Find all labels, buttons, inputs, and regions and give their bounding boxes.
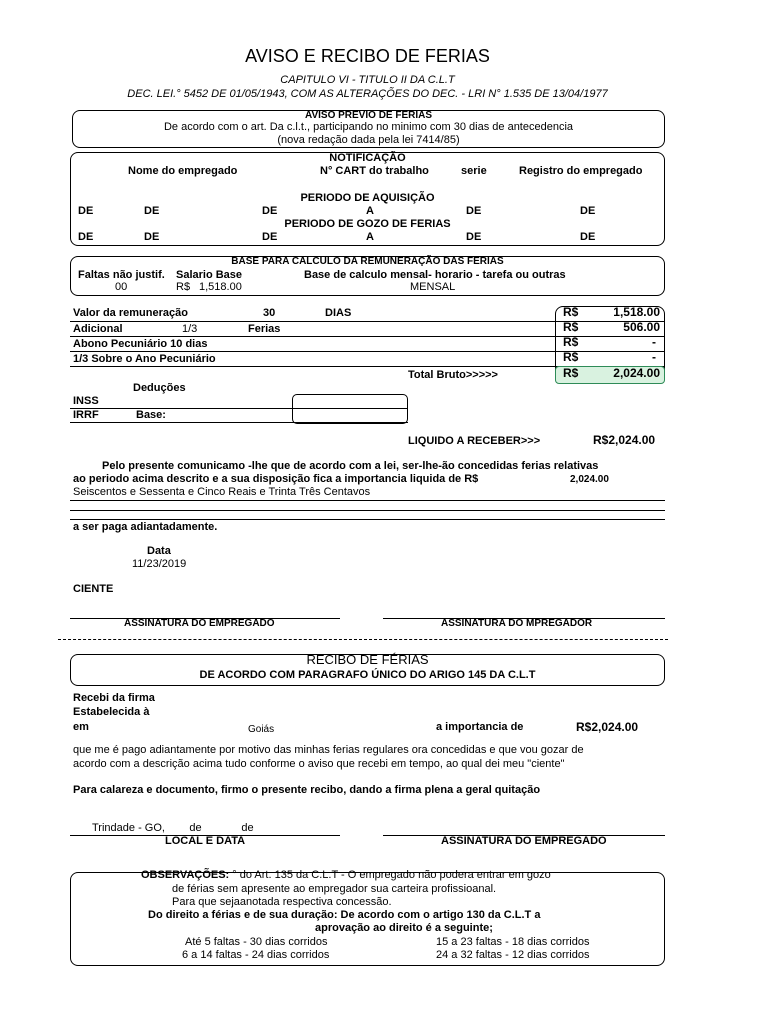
faltas-tabela-2: 15 a 23 faltas - 18 dias corridos [436,936,590,948]
observacoes-line1-text: ° do Art. 135 da C.L.T - O empregado não podera entrar em gozo [229,869,551,881]
comunicado-line2: ao periodo acima descrito e a sua disposição fica a importancia liquida de R$ [73,473,479,485]
recebi-firma-label: Recebi da firma [73,692,155,704]
abono-label: Abono Pecuniário 10 dias [73,338,208,350]
inss-label: INSS [73,395,99,407]
subtitle-chapter: CAPITULO VI - TITULO II DA C.L.T [280,74,455,86]
adicional-fraction: 1/3 [182,323,198,335]
observacoes-line1 [141,869,551,881]
notificacao-heading: NOTIFICAÇÃO [329,152,406,164]
valor-remuneracao-label: Valor da remuneração [73,307,188,319]
currency-row1: R$ [563,305,579,319]
faltas-tabela-3: 6 a 14 faltas - 24 dias corridos [182,949,330,961]
extenso-line [70,500,665,501]
adicional-value: 506.00 [623,320,660,334]
gozo-de-4: DE [466,231,482,243]
em-label: em [73,721,89,733]
valor-por-extenso: Seiscentos e Sessenta e Cinco Reais e Trinta Três Centavos [73,486,371,498]
assinatura-recibo-label: ASSINATURA DO EMPREGADO [441,835,607,847]
ferias-label: Ferias [248,323,281,335]
salario-base-value: 1,518.00 [199,281,242,293]
currency-row2: R$ [563,320,579,334]
aquisicao-a: A [366,205,374,217]
faltas-value: 00 [115,281,128,293]
currency-total: R$ [563,366,579,380]
deducoes-heading: Deduções [133,382,186,394]
currency-row4: R$ [563,350,579,364]
importancia-label: a importancia de [436,721,524,733]
data-value: 11/23/2019 [132,558,187,570]
irrf-label: IRRF [73,409,99,421]
liquido-value: R$2,024.00 [593,433,656,447]
total-bruto-label: Total Bruto>>>>> [408,369,498,381]
dias-number: 30 [263,307,276,319]
paga-adiantada-text: a ser paga adiantadamente. [73,521,218,533]
base-mensal-label: Base de calculo mensal- horario - tarefa ou outras [304,269,566,281]
valor-remuneracao-value: 1,518.00 [613,305,660,319]
salario-currency: R$ [176,281,191,293]
gozo-de-1: DE [78,231,94,243]
serie-label: serie [461,165,487,177]
gozo-de-2: DE [144,231,160,243]
aquisicao-de-1: DE [78,205,94,217]
cart-trabalho-label: N° CART do trabalho [320,165,429,177]
observacoes-line2: de férias sem apresente ao empregador sua carteira profissioanal. [172,883,497,895]
observacoes-label: OBSERVAÇÕES: [141,869,230,881]
base-calculo-heading: BASE PARA CALCULO DA REMUNERAÇÃO DAS FERIAS [231,256,504,267]
data-label: Data [147,545,171,557]
local-data-value: Trindade - GO, de de [92,822,254,834]
observacoes-line5: aprovação ao direito é a seguinte; [315,922,493,934]
aquisicao-de-2: DE [144,205,160,217]
extenso-line [70,519,665,520]
comunicado-amount: 2,024.00 [570,474,609,485]
periodo-aquisicao-heading: PERIODO DE AQUISIÇÃO [300,192,435,204]
comunicado-line1: Pelo presente comunicamo -lhe que de acordo com a lei, ser-lhe-ão concedidas ferias relativas [102,460,599,472]
gozo-de-5: DE [580,231,596,243]
gozo-de-3: DE [262,231,278,243]
extenso-line [70,510,665,511]
subtitle-decree: DEC. LEI.° 5452 DE 01/05/1943, COM AS ALTERAÇÕES DO DEC. - LRI N° 1.535 DE 13/04/1977 [127,88,608,100]
estado-value: Goiás [248,724,275,735]
quitacao-text: Para calareza e documento, firmo o presente recibo, dando a firma plena a geral quitação [73,784,541,796]
irrf-base-label: Base: [136,409,166,421]
terco-value: - [652,350,656,364]
liquido-label: LIQUIDO A RECEBER>>> [408,435,541,447]
currency-row3: R$ [563,335,579,349]
observacoes-line4: Do direito a férias e de sua duração: De acordo com o artigo 130 da C.L.T a [148,909,541,921]
assinatura-empregado-label: ASSINATURA DO EMPREGADO [124,618,275,629]
importancia-value: R$2,024.00 [576,720,639,734]
recibo-heading: RECIBO DE FÉRIAS [306,652,429,667]
base-mensal-value: MENSAL [410,281,456,293]
observacoes-line3: Para que sejaanotada respectiva concessão. [172,896,392,908]
assinatura-empregador-label: ASSINATURA DO MPREGADOR [441,618,593,629]
adicional-label: Adicional [73,323,123,335]
faltas-tabela-4: 24 a 32 faltas - 12 dias corridos [436,949,590,961]
local-data-label: LOCAL E DATA [165,835,246,847]
ciente-label: CIENTE [73,583,114,595]
aquisicao-de-5: DE [580,205,596,217]
recibo-text-line2: acordo com a descrição acima tudo conforme o aviso que recebi em tempo, ao qual dei meu "ciente" [73,758,565,770]
salario-base-label: Salario Base [176,269,243,281]
aviso-previo-line1: De acordo com o art. Da c.l.t., participando no minimo com 30 dias de antecedencia [163,121,574,133]
registro-empregado-label: Registro do empregado [519,165,643,177]
aquisicao-de-4: DE [466,205,482,217]
dias-label: DIAS [325,307,352,319]
aviso-previo-line2: (nova redação dada pela lei 7414/85) [277,134,460,146]
gozo-a: A [366,231,374,243]
recibo-text-line1: que me é pago adiantamente por motivo das minhas ferias regulares ora concedidas e que vou gozar de [73,744,584,756]
abono-value: - [652,335,656,349]
terco-label: 1/3 Sobre o Ano Pecuniário [73,353,216,365]
faltas-label: Faltas não justif. [78,269,165,281]
recibo-subheading: DE ACORDO COM PARAGRAFO ÚNICO DO ARIGO 145 DA C.L.T [199,669,536,681]
aquisicao-de-3: DE [262,205,278,217]
deducoes-values-box [292,394,408,424]
periodo-gozo-heading: PERIODO DE GOZO DE FERIAS [284,218,451,230]
cut-separator [58,639,668,640]
faltas-tabela-1: Até 5 faltas - 30 dias corridos [185,936,328,948]
aviso-previo-heading: AVISO PREVIO DE FERIAS [304,110,433,121]
page-title: AVISO E RECIBO DE FERIAS [245,46,490,66]
total-bruto-value: 2,024.00 [613,366,660,380]
nome-empregado-label: Nome do empregado [128,165,238,177]
estabelecida-label: Estabelecida à [73,706,150,718]
